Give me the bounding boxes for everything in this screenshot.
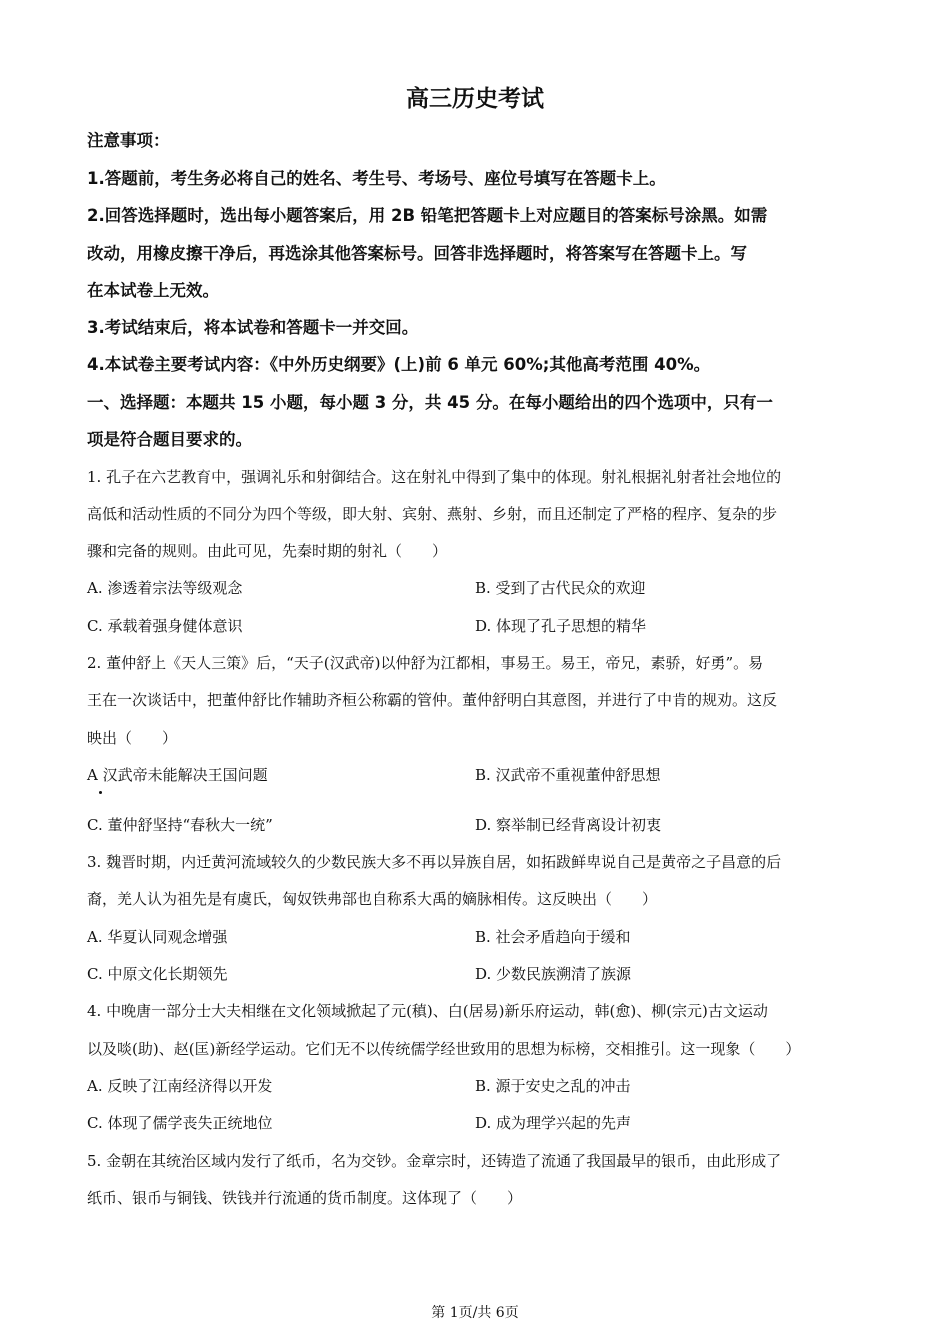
notice-item-3: 3.考试结束后，将本试卷和答题卡一并交回。 (87, 318, 419, 337)
question-3-option-c: C. 中原文化长期领先 (87, 965, 228, 983)
question-4-line-2: 以及啖(助)、赵(匡)新经学运动。它们无不以传统儒学经世致用的思想为标榜，交相推引。这一现象（ ） (87, 1040, 801, 1058)
question-4-line-1: 4. 中晚唐一部分士大夫相继在文化领域掀起了元(稹)、白(居易)新乐府运动，韩(愈)、柳(宗元)古文运动 (87, 1002, 768, 1020)
section-heading-line-1: 一、选择题：本题共 15 小题，每小题 3 分，共 45 分。在每小题给出的四个选项中，只有一 (87, 393, 773, 412)
question-1-option-d: D. 体现了孔子思想的精华 (475, 617, 647, 635)
question-2-line-1: 2. 董仲舒上《天人三策》后，“天子(汉武帝)以仲舒为江都相，事易王。易王，帝兄，素骄，好勇”。易 (87, 654, 764, 672)
question-2-option-a: A 汉武帝未能解决王国问题 (87, 766, 268, 784)
question-1-line-2: 高低和活动性质的不同分为四个等级，即大射、宾射、燕射、乡射，而且还制定了严格的程序、复杂的步 (87, 505, 778, 523)
question-4-option-d: D. 成为理学兴起的先声 (475, 1114, 632, 1132)
notice-item-2-line-2: 改动，用橡皮擦干净后，再选涂其他答案标号。回答非选择题时，将答案写在答题卡上。写 (87, 244, 747, 263)
question-3-option-b: B. 社会矛盾趋向于缓和 (475, 928, 631, 946)
question-2-option-c: C. 董仲舒坚持“春秋大一统” (87, 816, 273, 834)
question-3-line-2: 裔，羌人认为祖先是有虞氏，匈奴铁弗部也自称系大禹的嫡脉相传。这反映出（ ） (87, 890, 658, 908)
question-5-line-1: 5. 金朝在其统治区域内发行了纸币，名为交钞。金章宗时，还铸造了流通了我国最早的银币，由此形成了 (87, 1152, 782, 1170)
question-1-line-3: 骤和完备的规则。由此可见，先秦时期的射礼（ ） (87, 542, 448, 560)
question-2-line-3: 映出（ ） (87, 729, 178, 747)
question-1-option-b: B. 受到了古代民众的欢迎 (475, 579, 646, 597)
question-1-option-a: A. 渗透着宗法等级观念 (87, 579, 243, 597)
notice-item-2-line-1: 2.回答选择题时，选出每小题答案后，用 2B 铅笔把答题卡上对应题目的答案标号涂黑。如需 (87, 206, 768, 225)
question-1-option-c: C. 承载着强身健体意识 (87, 617, 243, 635)
question-5-line-2: 纸币、银币与铜钱、铁钱并行流通的货币制度。这体现了（ ） (87, 1189, 523, 1207)
page-title: 高三历史考试 (406, 85, 544, 112)
question-2-line-2: 王在一次谈话中，把董仲舒比作辅助齐桓公称霸的管仲。董仲舒明白其意图，并进行了中肯的规劝。这反 (87, 691, 778, 709)
notice-item-1: 1.答题前，考生务必将自己的姓名、考生号、考场号、座位号填写在答题卡上。 (87, 169, 666, 188)
question-4-option-a: A. 反映了江南经济得以开发 (87, 1077, 273, 1095)
page-footer: 第 1页/共 6页 (431, 1305, 519, 1321)
notice-item-2-line-3: 在本试卷上无效。 (87, 281, 219, 300)
notice-heading: 注意事项： (87, 131, 170, 150)
question-3-option-d: D. 少数民族溯清了族源 (475, 965, 632, 983)
question-4-option-b: B. 源于安史之乱的冲击 (475, 1077, 631, 1095)
question-3-line-1: 3. 魏晋时期，内迁黄河流域较久的少数民族大多不再以异族自居，如拓跋鲜卑说自己是黄帝之子昌意的后 (87, 853, 782, 871)
question-2-option-d: D. 察举制已经背离设计初衷 (475, 816, 662, 834)
question-3-option-a: A. 华夏认同观念增强 (87, 928, 228, 946)
stray-dot-mark (99, 791, 102, 794)
question-2-option-b: B. 汉武帝不重视董仲舒思想 (475, 766, 661, 784)
notice-item-4: 4.本试卷主要考试内容：《中外历史纲要》(上)前 6 单元 60%;其他高考范围 40%。 (87, 355, 711, 374)
question-4-option-c: C. 体现了儒学丧失正统地位 (87, 1114, 273, 1132)
question-1-line-1: 1. 孔子在六艺教育中，强调礼乐和射御结合。这在射礼中得到了集中的体现。射礼根据礼射者社会地位的 (87, 468, 782, 486)
section-heading-line-2: 项是符合题目要求的。 (87, 430, 252, 449)
